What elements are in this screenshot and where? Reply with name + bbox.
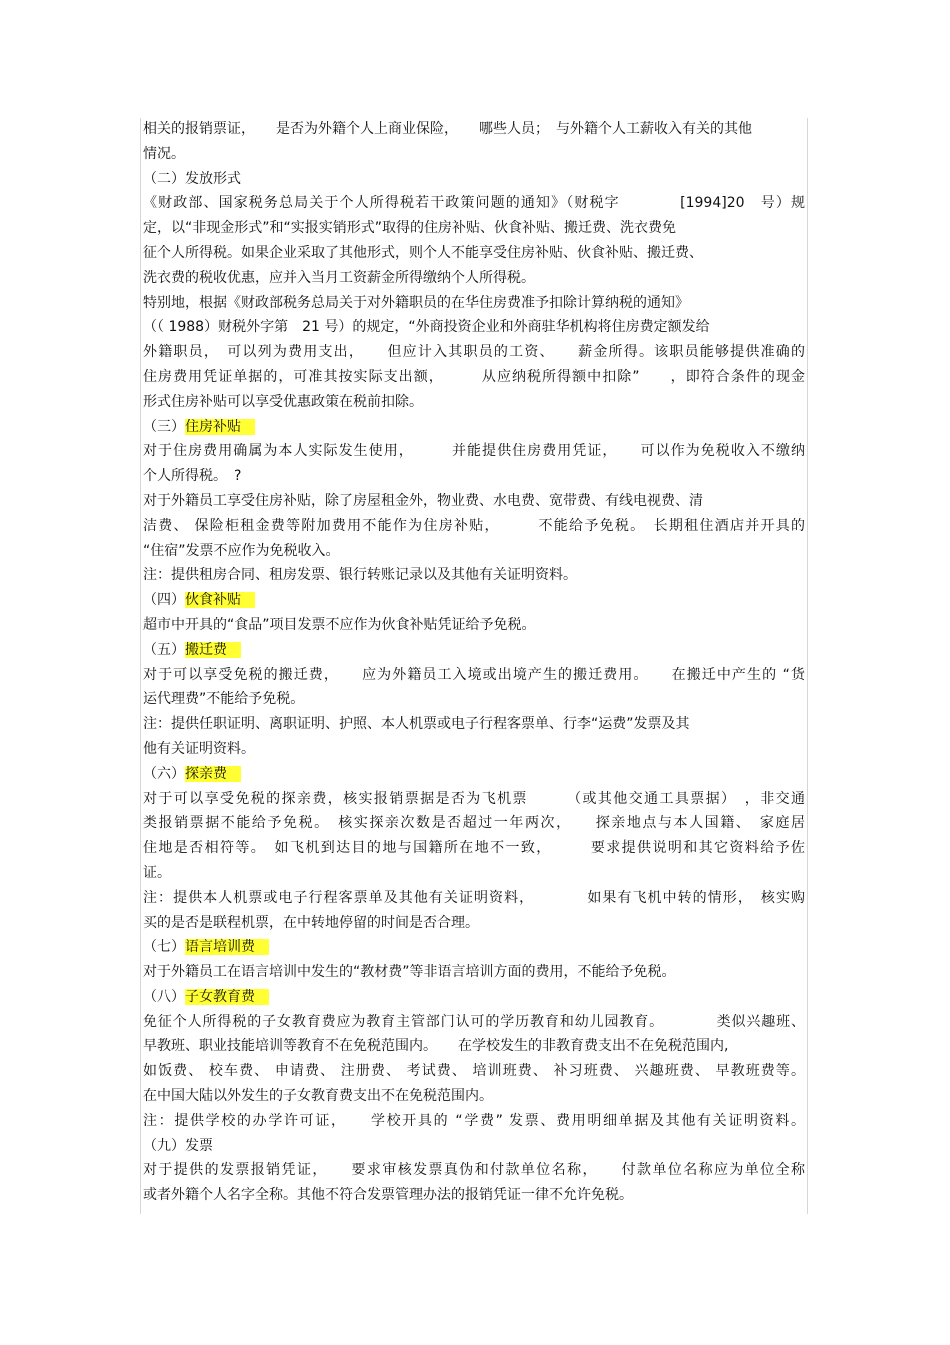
text-line: （二）发放形式 bbox=[143, 170, 241, 187]
text-line: 免征个人所得税的子女教育费应为教育主管部门认可的学历教育和幼儿园教育。 类似兴趣班、 bbox=[143, 1013, 805, 1030]
text-line: 对于可以享受免税的搬迁费， 应为外籍员工入境或出境产生的搬迁费用。 在搬迁中产生的 “货 bbox=[143, 666, 805, 683]
highlighted-heading: 住房补贴 bbox=[185, 419, 255, 435]
section-heading bbox=[143, 588, 805, 613]
text-line: 超市中开具的“食品”项目发票不应作为伙食补贴凭证给予免税。 bbox=[143, 616, 536, 633]
page-right-border bbox=[807, 118, 808, 1214]
text-line: 对于外籍员工在语言培训中发生的“教材费”等非语言培训方面的费用，不能给予免税。 bbox=[143, 964, 676, 981]
section-number: （四） bbox=[143, 592, 185, 609]
text-line: 对于可以享受免税的探亲费，核实报销票据是否为飞机票 （或其他交通工具票据） ，非交通 bbox=[143, 790, 805, 807]
text-line: 情况。 bbox=[143, 145, 185, 162]
section-heading bbox=[143, 415, 805, 440]
section-number: （三） bbox=[143, 418, 185, 435]
document-body bbox=[143, 117, 805, 1208]
text-line: （九）发票 bbox=[143, 1137, 213, 1154]
section-heading bbox=[143, 638, 805, 663]
text-line: 《财政部、国家税务总局关于个人所得税若干政策问题的通知》（财税字 [1994]20 号）规 bbox=[143, 195, 805, 212]
text-line: 买的是否是联程机票，在中转地停留的时间是否合理。 bbox=[143, 914, 479, 931]
text-line: 类报销票据不能给予免税。 核实探亲次数是否超过一年两次， 探亲地点与本人国籍、 家庭居 bbox=[143, 815, 805, 832]
text-line: 早教班、职业技能培训等教育不在免税范围内。 在学校发生的非教育费支出不在免税范围内, bbox=[143, 1038, 729, 1055]
text-line: 证。 bbox=[143, 864, 171, 881]
highlighted-heading: 搬迁费 bbox=[185, 642, 241, 658]
section-number: （六） bbox=[143, 765, 185, 782]
text-line: 如饭费、 校车费、 申请费、 注册费、 考试费、 培训班费、 补习班费、 兴趣班费、 早教班费等。 bbox=[143, 1063, 805, 1080]
section-heading bbox=[143, 935, 805, 960]
highlighted-heading: 伙食补贴 bbox=[185, 592, 255, 608]
text-line: “住宿”发票不应作为免税收入。 bbox=[143, 542, 340, 559]
text-line: 住房费用凭证单据的，可准其按实际支出额， 从应纳税所得额中扣除” ，即符合条件的现金 bbox=[143, 368, 805, 385]
text-line: 住地是否相符等。 如飞机到达目的地与国籍所在地不一致， 要求提供说明和其它资料给予佐 bbox=[143, 840, 805, 857]
text-line: 对于住房费用确属为本人实际发生使用， 并能提供住房费用凭证， 可以作为免税收入不缴纳 bbox=[143, 443, 805, 460]
text-line: 对于提供的发票报销凭证， 要求审核发票真伪和付款单位名称， 付款单位名称应为单位全称 bbox=[143, 1162, 805, 1179]
text-line: 形式住房补贴可以享受优惠政策在税前扣除。 bbox=[143, 393, 423, 410]
text-line: 洗衣费的税收优惠，应并入当月工资薪金所得缴纳个人所得税。 bbox=[143, 269, 535, 286]
text-line: 他有关证明资料。 bbox=[143, 740, 255, 757]
text-line: 或者外籍个人名字全称。其他不符合发票管理办法的报销凭证一律不允许免税。 bbox=[143, 1187, 633, 1204]
text-line: （（ 1988）财税外字第 21 号）的规定，“外商投资企业和外商驻华机构将住房费定额发给 bbox=[143, 319, 710, 336]
highlighted-heading: 子女教育费 bbox=[185, 989, 269, 1005]
text-line: 注：提供租房合同、租房发票、银行转账记录以及其他有关证明资料。 bbox=[143, 567, 577, 584]
text-line: 定，以“非现金形式”和“实报实销形式”取得的住房补贴、伙食补贴、搬迁费、洗衣费免 bbox=[143, 220, 677, 237]
text-line: 注：提供学校的办学许可证， 学校开具的 “学费” 发票、费用明细单据及其他有关证明资料。 bbox=[143, 1112, 805, 1129]
section-number: （八） bbox=[143, 988, 185, 1005]
page-left-border bbox=[140, 118, 141, 1214]
text-line: 在中国大陆以外发生的子女教育费支出不在免税范围内。 bbox=[143, 1088, 493, 1105]
text-line: 注：提供本人机票或电子行程客票单及其他有关证明资料， 如果有飞机中转的情形， 核实购 bbox=[143, 889, 805, 906]
highlighted-heading: 语言培训费 bbox=[185, 939, 269, 955]
text-line: 对于外籍员工享受住房补贴，除了房屋租金外，物业费、水电费、宽带费、有线电视费、清 bbox=[143, 492, 703, 509]
text-line: 征个人所得税。如果企业采取了其他形式，则个人不能享受住房补贴、伙食补贴、搬迁费、 bbox=[143, 244, 703, 261]
text-line: 外籍职员， 可以列为费用支出， 但应计入其职员的工资、 薪金所得。该职员能够提供准确的 bbox=[143, 344, 805, 361]
text-line: 洁费、 保险柜租金费等附加费用不能作为住房补贴， 不能给予免税。 长期租住酒店并开具的 bbox=[143, 517, 805, 534]
section-heading bbox=[143, 762, 805, 787]
text-line: 特别地，根据《财政部税务总局关于对外籍职员的在华住房费准予扣除计算纳税的通知》 bbox=[143, 294, 689, 311]
text-line: 注：提供任职证明、离职证明、护照、本人机票或电子行程客票单、行李“运费”发票及其 bbox=[143, 716, 690, 733]
section-number: （五） bbox=[143, 641, 185, 658]
section-number: （七） bbox=[143, 939, 185, 956]
highlighted-heading: 探亲费 bbox=[185, 766, 241, 782]
text-line: 运代理费”不能给予免税。 bbox=[143, 691, 305, 708]
text-line: 相关的报销票证， 是否为外籍个人上商业保险， 哪些人员； 与外籍个人工薪收入有关的其他 bbox=[143, 121, 752, 137]
section-heading bbox=[143, 985, 805, 1010]
text-line: 个人所得税。 ? bbox=[143, 468, 242, 485]
